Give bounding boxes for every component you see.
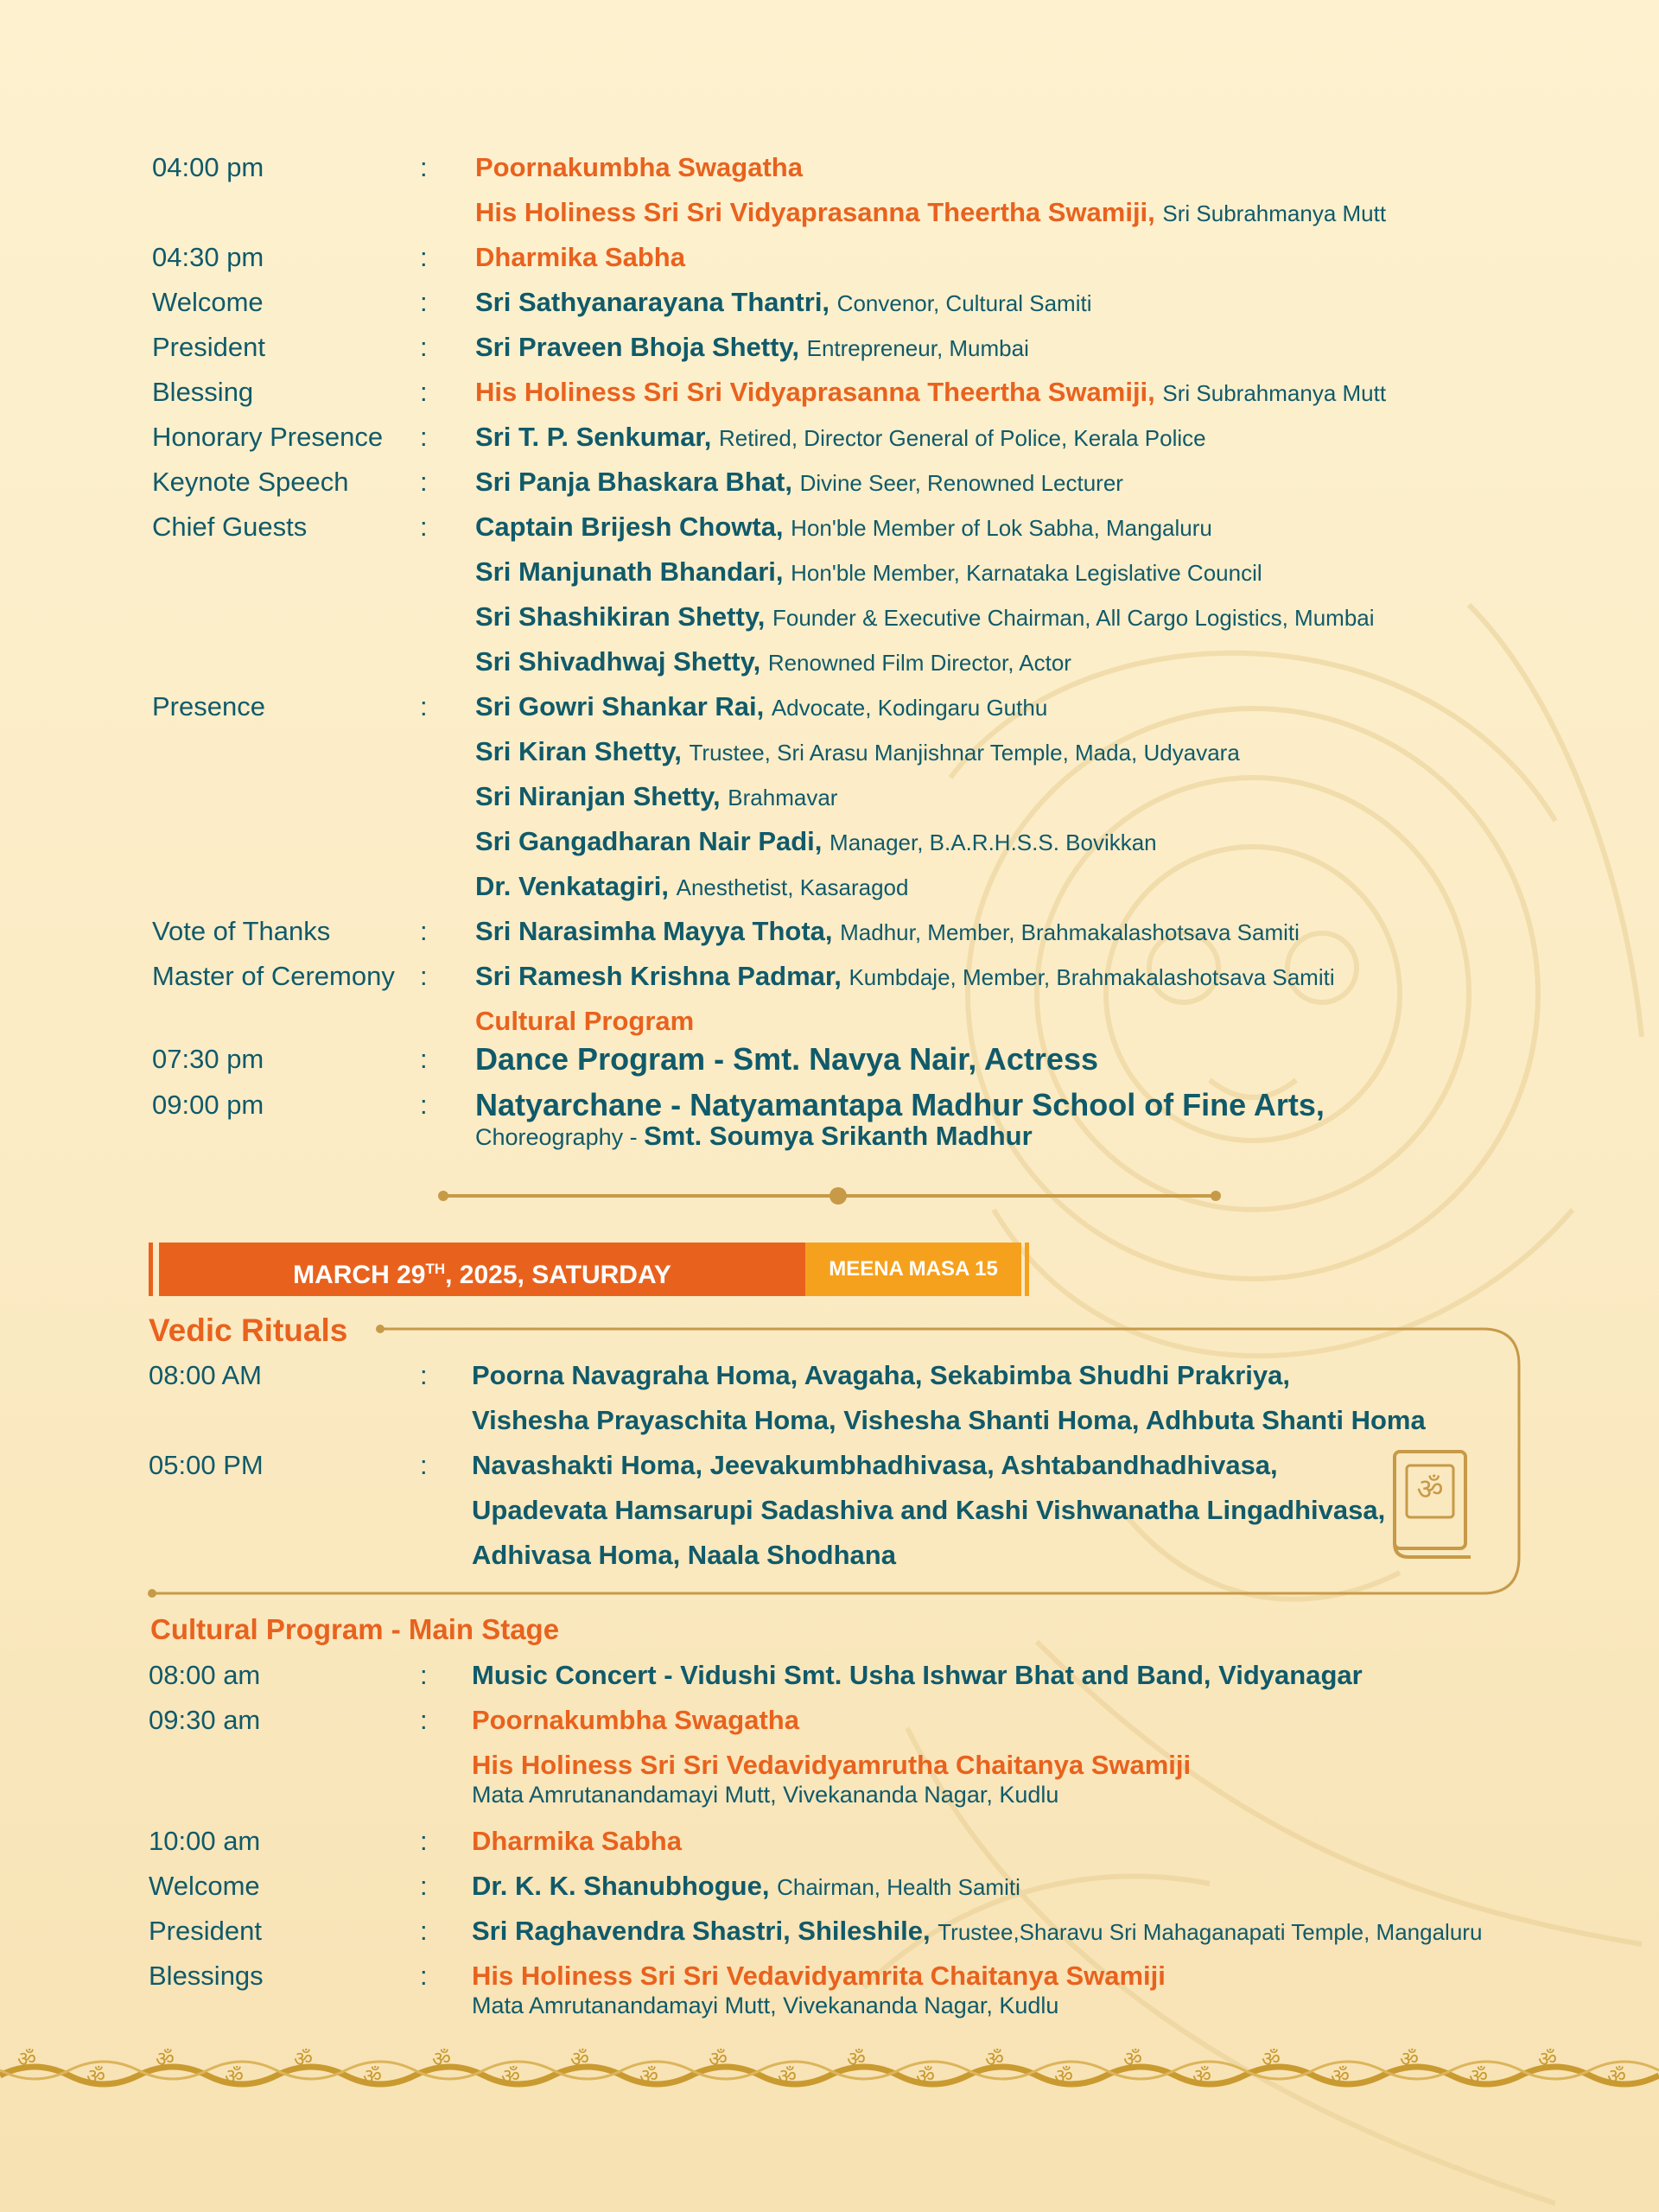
- person-description: Manager, B.A.R.H.S.S. Bovikkan: [830, 830, 1157, 855]
- om-border-symbol: ॐ: [1538, 2047, 1557, 2071]
- ritual-text: Poorna Navagraha Homa, Avagaha, Sekabimba Shudhi Prakriya,: [472, 1360, 1290, 1390]
- row-value: [472, 1909, 1482, 1955]
- schedule-row: [0, 280, 1659, 325]
- person-name: Sri Gowri Shankar Rai,: [475, 691, 765, 721]
- om-symbol-icon: ॐ: [1416, 1472, 1444, 1507]
- schedule-row: [0, 819, 1659, 864]
- schedule-row: [0, 145, 1659, 190]
- person-name: His Holiness Sri Sri Vedavidyamrita Chaitanya Swamiji: [472, 1961, 1166, 1991]
- row-label: President: [149, 1916, 262, 1946]
- schedule-row: [0, 370, 1659, 415]
- row-colon: :: [420, 1090, 428, 1120]
- schedule-row: [0, 954, 1659, 999]
- row-label: Keynote Speech: [152, 467, 349, 497]
- ritual-time: 08:00 AM: [149, 1360, 262, 1390]
- row-colon: :: [420, 1660, 428, 1690]
- person-description: Madhur, Member, Brahmakalashotsava Samiti: [840, 919, 1300, 945]
- row-value: [472, 1698, 799, 1743]
- row-colon: :: [420, 287, 428, 317]
- row-colon: :: [420, 1826, 428, 1856]
- row-label: Chief Guests: [152, 512, 308, 542]
- person-description: Kumbdaje, Member, Brahmakalashotsava Samiti: [849, 964, 1335, 990]
- person-description: Divine Seer, Renowned Lecturer: [799, 470, 1123, 496]
- schedule-row: [0, 190, 1659, 235]
- row-value: [475, 774, 837, 820]
- person-name: Dr. K. K. Shanubhogue,: [472, 1871, 770, 1901]
- ritual-text: Vishesha Prayaschita Homa, Vishesha Shanti Homa, Adhbuta Shanti Homa: [472, 1405, 1426, 1435]
- person-name: Sri Gangadharan Nair Padi,: [475, 826, 823, 856]
- row-label: 04:00 pm: [152, 152, 264, 182]
- om-border-symbol: ॐ: [639, 2064, 658, 2088]
- event-heading: Dharmika Sabha: [472, 1826, 682, 1856]
- row-value: [475, 954, 1335, 1000]
- om-border-symbol: ॐ: [570, 2047, 589, 2071]
- row-value: [475, 550, 1262, 595]
- person-description: Entrepreneur, Mumbai: [806, 335, 1029, 361]
- row-label: Blessings: [149, 1961, 264, 1991]
- person-affiliation: Mata Amrutanandamayi Mutt, Vivekananda Nagar, Kudlu: [472, 1782, 1059, 1808]
- event-heading: Poornakumbha Swagatha: [472, 1705, 799, 1735]
- om-border-symbol: ॐ: [294, 2047, 313, 2071]
- person-name: Sri Panja Bhaskara Bhat,: [475, 467, 792, 497]
- program-text: Music Concert - Vidushi Smt. Usha Ishwar Bhat and Band, Vidyanagar: [472, 1660, 1363, 1690]
- person-name: Sri Shashikiran Shetty,: [475, 601, 766, 632]
- row-value: [475, 684, 1047, 730]
- choreographer-name: Smt. Soumya Srikanth Madhur: [644, 1121, 1033, 1151]
- row-label: 09:00 pm: [152, 1090, 264, 1120]
- row-label: 08:00 am: [149, 1660, 261, 1690]
- person-description: Hon'ble Member, Karnataka Legislative Council: [791, 560, 1262, 586]
- row-label: Honorary Presence: [152, 422, 384, 452]
- choreography-label: Choreography -: [475, 1124, 645, 1150]
- row-value: [472, 1653, 1363, 1698]
- schedule-row: [0, 729, 1659, 774]
- om-border-symbol: ॐ: [17, 2047, 36, 2071]
- om-border-symbol: ॐ: [778, 2064, 797, 2088]
- schedule-row: [0, 460, 1659, 505]
- person-description: Trustee, Sri Arasu Manjishnar Temple, Mada, Udyavara: [689, 740, 1240, 766]
- om-border-symbol: ॐ: [1123, 2047, 1142, 2071]
- row-value: [475, 460, 1123, 505]
- row-colon: :: [420, 961, 428, 991]
- schedule-row: [0, 909, 1659, 954]
- om-border-symbol: ॐ: [709, 2047, 728, 2071]
- row-value: [475, 729, 1240, 775]
- cultural-program-heading: Cultural Program - Main Stage: [150, 1613, 560, 1645]
- om-border-symbol: ॐ: [501, 2064, 520, 2088]
- row-label: Master of Ceremony: [152, 961, 395, 991]
- row-colon: :: [420, 916, 428, 946]
- row-colon: :: [420, 422, 428, 452]
- person-affiliation: Mata Amrutanandamayi Mutt, Vivekananda Nagar, Kudlu: [472, 1993, 1059, 2018]
- row-colon: :: [420, 242, 428, 272]
- om-border-symbol: ॐ: [1400, 2047, 1419, 2071]
- choreography-line: [475, 1121, 1033, 1153]
- om-border-symbol: ॐ: [1607, 2064, 1626, 2088]
- schedule-row: [0, 774, 1659, 819]
- vedic-rituals-heading: Vedic Rituals: [149, 1313, 348, 1348]
- person-name: Sri Raghavendra Shastri, Shileshile,: [472, 1916, 931, 1946]
- row-value: [475, 190, 1386, 236]
- om-border-symbol: ॐ: [1262, 2047, 1281, 2071]
- person-name: Sri Ramesh Krishna Padmar,: [475, 961, 842, 991]
- program-title: Dance Program - Smt. Navya Nair, Actress: [475, 1041, 1098, 1077]
- om-border-symbol: ॐ: [847, 2047, 866, 2071]
- cultural-row: [0, 1864, 1659, 1909]
- ritual-row: [0, 1353, 1659, 1398]
- event-heading: Cultural Program: [475, 1006, 695, 1036]
- row-colon: :: [420, 512, 428, 542]
- row-value: [475, 1037, 1098, 1084]
- person-name: Dr. Venkatagiri,: [475, 871, 669, 901]
- row-label: 09:30 am: [149, 1705, 261, 1735]
- person-description: Brahmavar: [728, 785, 838, 810]
- row-label: Welcome: [149, 1871, 260, 1901]
- om-border-symbol: ॐ: [156, 2047, 175, 2071]
- row-label: President: [152, 332, 265, 362]
- om-border-symbol: ॐ: [1192, 2064, 1211, 2088]
- row-value: [475, 505, 1212, 550]
- schedule-row: [0, 235, 1659, 280]
- date-banner-left-stripe: [149, 1243, 153, 1296]
- row-value: [475, 639, 1071, 685]
- sacred-book-icon: [1388, 1446, 1474, 1562]
- om-border-symbol: ॐ: [1331, 2064, 1350, 2088]
- schedule-row: [0, 1083, 1659, 1151]
- person-description: Trustee,Sharavu Sri Mahaganapati Temple, Mangaluru: [938, 1919, 1483, 1945]
- row-colon: :: [420, 1705, 428, 1735]
- date-banner-right-stripe: [1025, 1243, 1029, 1296]
- cultural-row: [0, 1653, 1659, 1698]
- row-colon: :: [420, 377, 428, 407]
- person-name: Sri T. P. Senkumar,: [475, 422, 712, 452]
- row-colon: :: [420, 332, 428, 362]
- row-value: [475, 819, 1157, 865]
- schedule-row: [0, 325, 1659, 370]
- date-label: MARCH 29TH, 2025, SATURDAY: [159, 1243, 805, 1296]
- cultural-row: [0, 1954, 1659, 2018]
- ritual-text: Navashakti Homa, Jeevakumbhadhivasa, Ashtabandhadhivasa,: [472, 1450, 1278, 1480]
- row-label: Vote of Thanks: [152, 916, 331, 946]
- cultural-row: [0, 1698, 1659, 1743]
- program-title: Natyarchane - Natyamantapa Madhur School of Fine Arts,: [475, 1087, 1325, 1122]
- schedule-row: [0, 864, 1659, 909]
- masa-label: MEENA MASA 15: [805, 1243, 1021, 1296]
- row-value: [475, 280, 1091, 326]
- person-description: Founder & Executive Chairman, All Cargo Logistics, Mumbai: [772, 605, 1375, 631]
- cultural-row: [0, 1909, 1659, 1954]
- om-border-symbol: ॐ: [1054, 2064, 1073, 2088]
- row-value: [475, 235, 685, 280]
- om-border-symbol: ॐ: [432, 2047, 451, 2071]
- person-description: Hon'ble Member of Lok Sabha, Mangaluru: [791, 515, 1212, 541]
- row-label: Presence: [152, 691, 265, 721]
- ritual-colon: :: [420, 1360, 428, 1390]
- ritual-text: Upadevata Hamsarupi Sadashiva and Kashi Vishwanatha Lingadhivasa,: [472, 1495, 1386, 1525]
- row-label: Blessing: [152, 377, 254, 407]
- ritual-colon: :: [420, 1450, 428, 1480]
- ritual-row: [0, 1398, 1659, 1443]
- person-description: Convenor, Cultural Samiti: [836, 290, 1092, 316]
- row-value: [475, 415, 1206, 461]
- row-value: [475, 909, 1300, 955]
- person-name: Sri Kiran Shetty,: [475, 736, 682, 766]
- person-name: His Holiness Sri Sri Vidyaprasanna Theertha Swamiji,: [475, 197, 1155, 227]
- person-description: Sri Subrahmanya Mutt: [1162, 380, 1387, 406]
- ritual-time: 05:00 PM: [149, 1450, 264, 1480]
- cultural-row: [0, 1743, 1659, 1808]
- row-colon: :: [420, 1871, 428, 1901]
- person-description: Advocate, Kodingaru Guthu: [771, 695, 1048, 721]
- row-colon: :: [420, 1044, 428, 1074]
- row-colon: :: [420, 1916, 428, 1946]
- person-description: Anesthetist, Kasaragod: [676, 874, 909, 900]
- schedule-row: [0, 684, 1659, 729]
- row-value: [475, 864, 908, 910]
- om-border-symbol: ॐ: [985, 2047, 1004, 2071]
- row-value: [475, 145, 803, 190]
- person-name: Sri Praveen Bhoja Shetty,: [475, 332, 799, 362]
- schedule-row: [0, 639, 1659, 684]
- cultural-row: [0, 1819, 1659, 1864]
- schedule-row: [0, 550, 1659, 594]
- ritual-text: Adhivasa Homa, Naala Shodhana: [472, 1540, 896, 1570]
- person-description: Renowned Film Director, Actor: [767, 650, 1071, 676]
- row-label: Welcome: [152, 287, 264, 317]
- om-border-symbol: ॐ: [225, 2064, 244, 2088]
- row-value: [475, 594, 1375, 640]
- row-label: 10:00 am: [149, 1826, 261, 1856]
- row-value: [475, 325, 1029, 371]
- schedule-row: [0, 1037, 1659, 1082]
- event-heading: Dharmika Sabha: [475, 242, 685, 272]
- schedule-row: [0, 505, 1659, 550]
- person-name: Sri Niranjan Shetty,: [475, 781, 721, 811]
- person-description: Sri Subrahmanya Mutt: [1162, 200, 1387, 226]
- row-colon: :: [420, 467, 428, 497]
- row-colon: :: [420, 152, 428, 182]
- person-name: His Holiness Sri Sri Vedavidyamrutha Chaitanya Swamiji: [472, 1750, 1192, 1780]
- row-colon: :: [420, 1961, 428, 1991]
- schedule-row: [0, 594, 1659, 639]
- row-value: [475, 370, 1386, 416]
- event-heading: Poornakumbha Swagatha: [475, 152, 803, 182]
- person-name: Sri Sathyanarayana Thantri,: [475, 287, 830, 317]
- person-name: His Holiness Sri Sri Vidyaprasanna Theertha Swamiji,: [475, 377, 1155, 407]
- person-name: Sri Manjunath Bhandari,: [475, 556, 784, 587]
- person-name: Sri Shivadhwaj Shetty,: [475, 646, 761, 677]
- row-value: [472, 1864, 1020, 1910]
- person-description: Chairman, Health Samiti: [777, 1874, 1020, 1900]
- om-border-symbol: ॐ: [1469, 2064, 1488, 2088]
- row-value: [472, 1819, 682, 1864]
- row-label: 07:30 pm: [152, 1044, 264, 1074]
- person-name: Captain Brijesh Chowta,: [475, 512, 784, 542]
- person-name: Sri Narasimha Mayya Thota,: [475, 916, 833, 946]
- row-label: 04:30 pm: [152, 242, 264, 272]
- schedule-row: [0, 415, 1659, 460]
- row-colon: :: [420, 691, 428, 721]
- om-border-symbol: ॐ: [916, 2064, 935, 2088]
- om-border-symbol: ॐ: [86, 2064, 105, 2088]
- om-border-symbol: ॐ: [363, 2064, 382, 2088]
- person-description: Retired, Director General of Police, Kerala Police: [719, 425, 1206, 451]
